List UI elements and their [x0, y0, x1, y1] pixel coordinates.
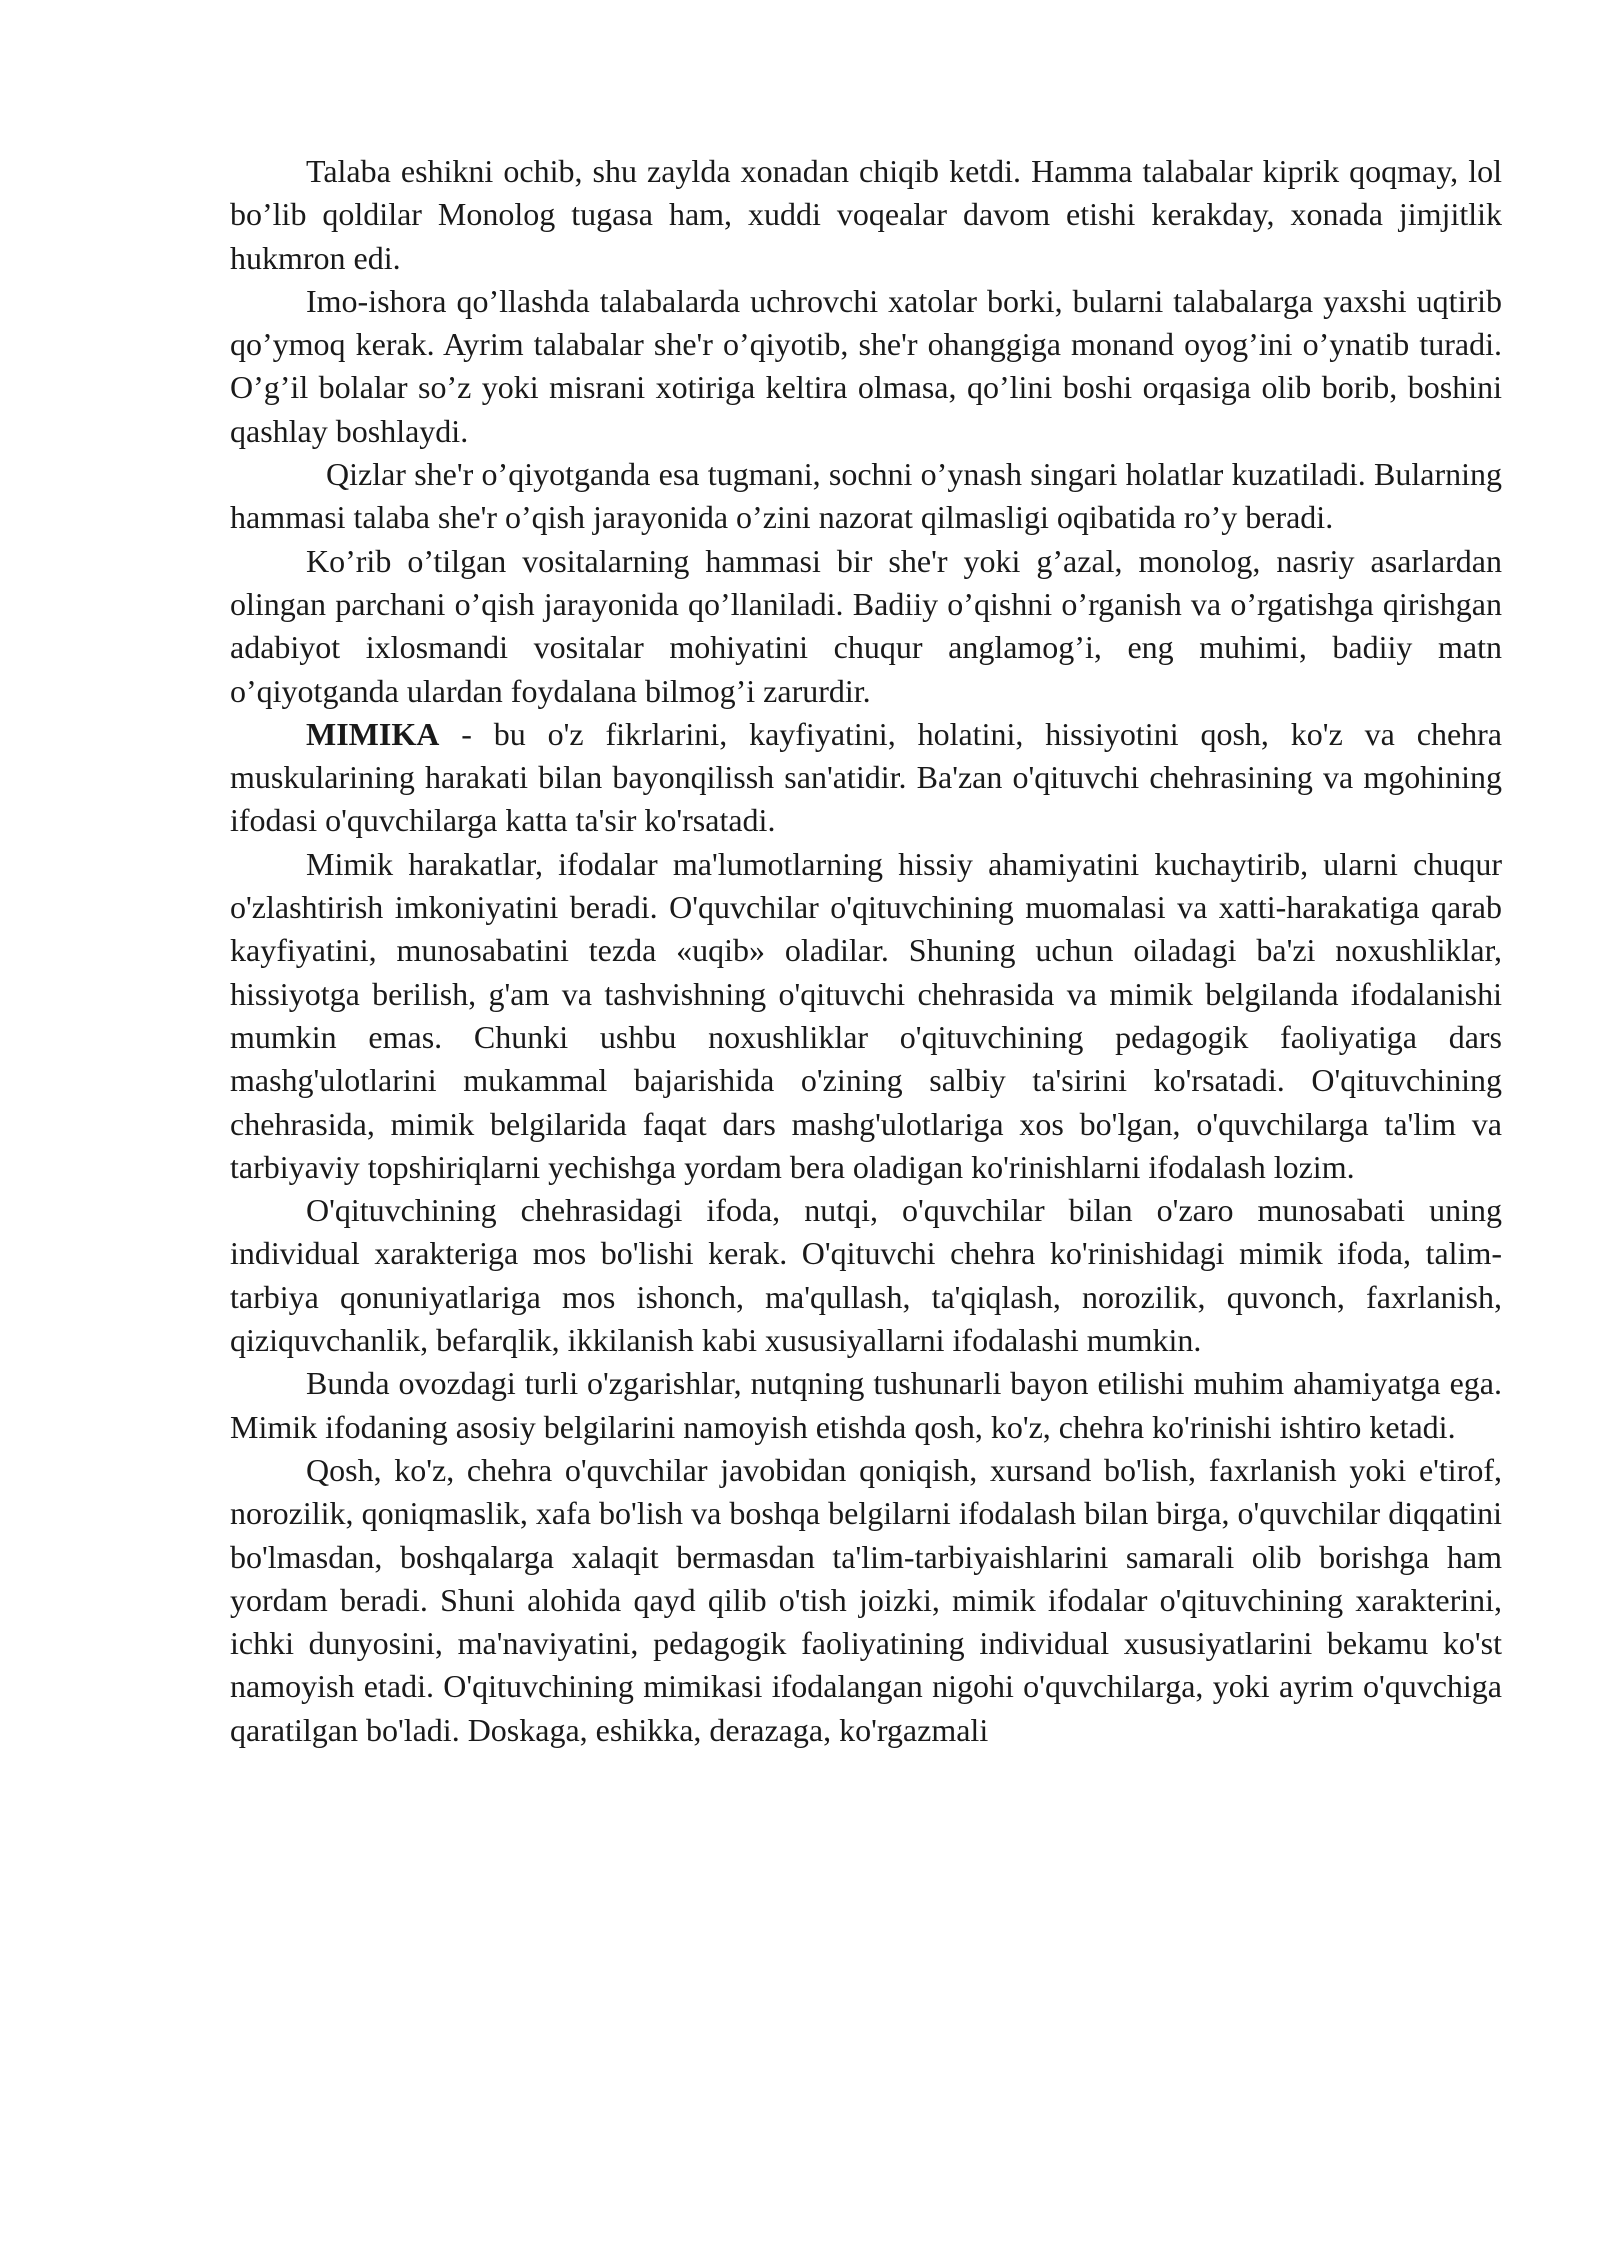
paragraph-bunda-ovozdagi: Bunda ovozdagi turli o'zgarishlar, nutqning tushunarli bayon etilishi muhim ahamiyatga ega. Mimik ifodaning asosiy belgilarini namoyish etishda qosh, ko'z, chehra ko'rinishi ishtiro ketadi. [230, 1365, 1502, 1445]
mimika-term: MIMIKA [306, 715, 440, 752]
paragraph-qizlar: Qizlar she'r o’qiyotganda esa tugmani, sochni o’ynash singari holatlar kuzatiladi. Bularning hammasi talaba she'r o’qish jarayonida o’zini nazorat qilmasligi oqibatida ro’y beradi. [230, 456, 1502, 536]
paragraph-qosh-koz: Qosh, ko'z, chehra o'quvchilar javobidan qoniqish, xursand bo'lish, faxrlanish yoki e'tirof, norozilik, qoniqmaslik, xafa bo'lish va boshqa belgilarni ifodalash bilan birga, o'quvchilar diqqatini bo'lmasdan, boshqalarga xalaqit bermasdan ta'lim-tarbiyaishlarini samarali olib borishga ham yordam beradi. Shuni alohida qayd qilib o'tish joizki, mimik ifodalar o'qituvchining xarakterini, ichki dunyosini, ma'naviyatini, pedagogik faoliyatining individual xususiyatlarini bekamu ko'st namoyish etadi. O'qituvchining mimikasi ifodalangan nigohi o'quvchilarga, yoki ayrim o'quvchiga qaratilgan bo'ladi. Doskaga, eshikka, derazaga, ko'rgazmali [230, 1451, 1502, 1748]
paragraph-chehrasidagi-ifoda: O'qituvchining chehrasidagi ifoda, nutqi, o'quvchilar bilan o'zaro munosabati uning individual xarakteriga mos bo'lishi kerak. O'qituvchi chehra ko'rinishidagi mimik ifoda, talim-tarbiya qonuniyatlariga mos ishonch, ma'qullash, ta'qiqlash, norozilik, quvonch, faxrlanish, qiziquvchanlik, befarqlik, ikkilanish kabi xususiyallarni ifodalashi mumkin. [230, 1192, 1502, 1359]
paragraph-talaba: Talaba eshikni ochib, shu zaylda xonadan chiqib ketdi. Hamma talabalar kiprik qoqmay, lol bo’lib qoldilar Monolog tugasa ham, xuddi voqealar davom etishi kerakday, xonada jimjitlik hukmron edi. [230, 153, 1502, 276]
document-page [230, 150, 1502, 1752]
mimika-definition-text: - bu o'z fikrlarini, kayfiyatini, holatini, hissiyotini qosh, ko'z va chehra muskularining harakati bilan bayonqilissh san'atidir. Ba'zan o'qituvchi chehrasining va mgohining ifodasi o'quvchilarga katta ta'sir ko'rsatadi. [230, 715, 1502, 839]
paragraph-mimika-definition [230, 713, 1502, 843]
paragraph-korib: Ko’rib o’tilgan vositalarning hammasi bir she'r yoki g’azal, monolog, nasriy asarlardan olingan parchani o’qish jarayonida qo’llaniladi. Badiiy o’qishni o’rganish va o’rgatishga qirishgan adabiyot ixlosmandi vositalar mohiyatini chuqur anglamog’i, eng muhimi, badiiy matn o’qiyotganda ulardan foydalana bilmog’i zarurdir. [230, 542, 1502, 709]
paragraph-imo-ishora: Imo-ishora qo’llashda talabalarda uchrovchi xatolar borki, bularni talabalarga yaxshi uqtirib qo’ymoq kerak. Ayrim talabalar she'r o’qiyotib, she'r ohanggiga monand oyog’ini o’ynatib turadi. O’g’il bolalar so’z yoki misrani xotiriga keltira olmasa, qo’lini boshi orqasiga olib borib, boshini qashlay boshlaydi. [230, 282, 1502, 449]
paragraph-mimik-harakatlar: Mimik harakatlar, ifodalar ma'lumotlarning hissiy ahamiyatini kuchaytirib, ularni chuqur o'zlashtirish imkoniyatini beradi. O'quvchilar o'qituvchining muomalasi va xatti-harakatiga qarab kayfiyatini, munosabatini tezda «uqib» oladilar. Shuning uchun oiladagi ba'zi noxushliklar, hissiyotga berilish, g'am va tashvishning o'qituvchi chehrasida va mimik belgilanda ifodalanishi mumkin emas. Chunki ushbu noxushliklar o'qituvchining pedagogik faoliyatiga dars mashg'ulotlarini mukammal bajarishida o'zining salbiy ta'sirini ko'rsatadi. O'qituvchining chehrasida, mimik belgilarida faqat dars mashg'ulotlariga xos bo'lgan, o'quvchilarga ta'lim va tarbiyaviy topshiriqlarni yechishga yordam bera oladigan ko'rinishlarni ifodalash lozim. [230, 845, 1502, 1185]
